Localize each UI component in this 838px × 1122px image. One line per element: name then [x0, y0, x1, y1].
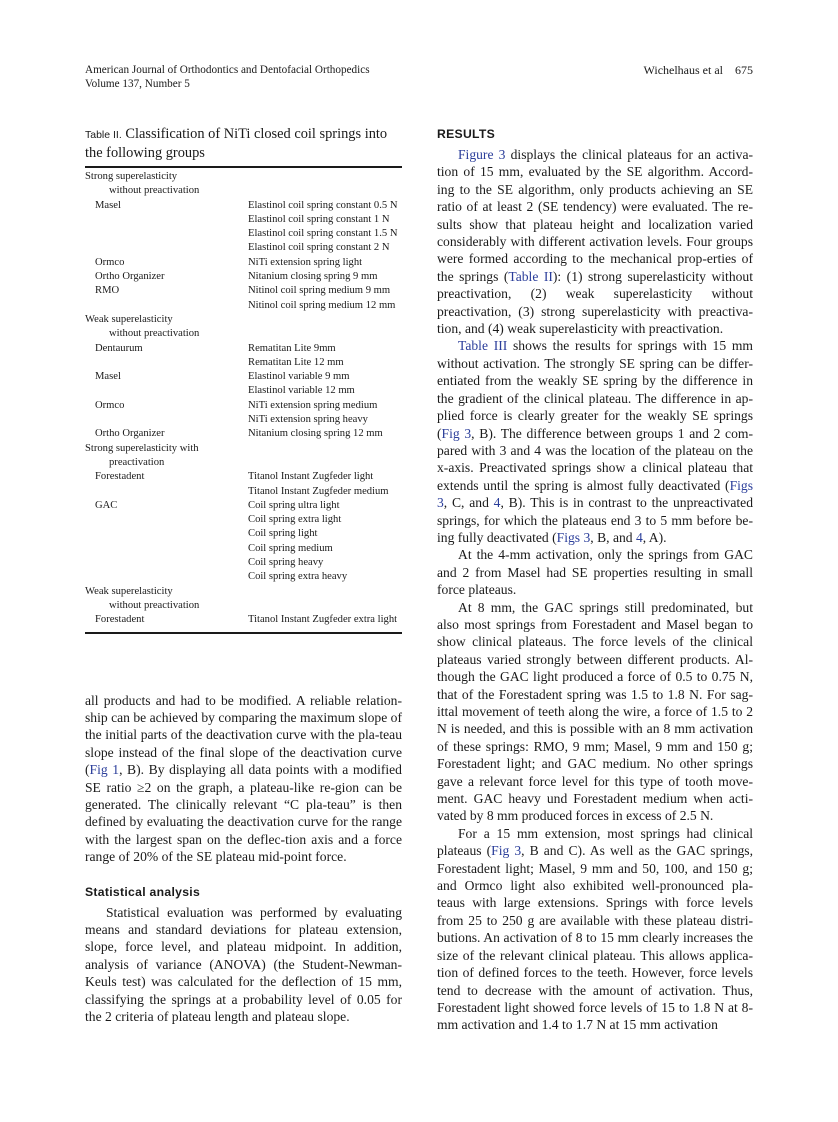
product-cell: Nitinol coil spring medium 9 mm	[248, 285, 391, 297]
table-row	[85, 227, 402, 241]
table-row	[85, 513, 402, 527]
table-row	[85, 499, 402, 513]
table-row	[85, 527, 402, 541]
results-paragraph-5	[437, 825, 753, 1034]
right-column	[437, 126, 753, 1034]
table-row	[85, 356, 402, 370]
group-label: Weak superelasticity	[85, 313, 173, 325]
table-row	[85, 485, 402, 499]
product-cell: Rematitan Lite 9mm	[248, 342, 336, 354]
product-cell: Elastinol coil spring constant 2 N	[248, 242, 390, 254]
fig1-link[interactable]: Fig 1	[89, 762, 120, 778]
product-cell: Titanol Instant Zugfeder extra light	[248, 614, 398, 626]
product-cell: Nitanium closing spring 12 mm	[248, 428, 383, 440]
table3-link[interactable]: Table III	[458, 338, 508, 354]
table-row	[85, 613, 402, 627]
table-group-row	[85, 456, 402, 470]
paragraph-text: ): (1) strong superelasticity without preactivation, (2) weak superelasticity without preactivation, (3) strong superelasticity with preactiva-tion, and (4) weak superelasticity with preactivation.	[437, 268, 753, 337]
manufacturer-cell: GAC	[95, 499, 118, 511]
manufacturer-cell	[85, 413, 248, 427]
product-cell: NiTi extension spring heavy	[248, 414, 368, 426]
product-cell: Coil spring extra heavy	[248, 571, 348, 583]
table-group-row	[85, 585, 402, 599]
manufacturer-cell: Ortho Organizer	[95, 428, 165, 440]
figure3-link[interactable]: Figure 3	[458, 147, 506, 162]
table-row	[85, 570, 402, 584]
manufacturer-cell	[85, 241, 248, 255]
table-title: Classification of NiTi closed coil springs into the following groups	[85, 126, 388, 161]
paragraph-text: , A).	[642, 529, 667, 545]
manufacturer-cell	[85, 556, 248, 570]
product-cell: Coil spring extra light	[248, 514, 342, 526]
table-row	[85, 213, 402, 227]
journal-info	[85, 63, 370, 91]
group-label: Weak superelasticity	[85, 585, 173, 597]
group-label: Strong superelasticity	[85, 171, 178, 182]
product-cell: Coil spring light	[248, 528, 318, 540]
manufacturer-cell: Dentaurum	[95, 342, 143, 354]
figs3-link-2[interactable]: Figs 3	[556, 529, 591, 545]
figs3-link[interactable]: Figs 3	[437, 477, 753, 511]
manufacturer-cell: Ortho Organizer	[95, 271, 165, 283]
manufacturer-cell	[85, 356, 248, 370]
manufacturer-cell: Forestadent	[95, 471, 145, 483]
table-caption	[85, 126, 402, 162]
fig4-link[interactable]: 4	[493, 495, 501, 511]
manufacturer-cell	[85, 227, 248, 241]
table-row	[85, 284, 402, 298]
product-cell: Elastinol variable 9 mm	[248, 371, 350, 383]
paragraph-text: , B, and	[590, 529, 636, 545]
table-top-rule	[85, 166, 402, 168]
authors: Wichelhaus et al	[643, 63, 723, 77]
table-group-row	[85, 327, 402, 341]
table-row	[85, 270, 402, 284]
manufacturer-cell	[85, 384, 248, 398]
paragraph-text: , C, and	[443, 495, 494, 511]
journal-volume: Volume 137, Number 5	[85, 78, 190, 90]
table-row	[85, 399, 402, 413]
results-paragraph-3: At the 4-mm activation, only the springs from GAC and 2 from Masel had SE properties resulting in small force plateaus.	[437, 547, 753, 598]
table-row	[85, 241, 402, 255]
table-group-row	[85, 599, 402, 613]
paragraph-text: , B). The difference between groups 1 and 2 com-pared with 3 and 4 was the location of the plateau on the x-axis. Preactivated springs show a clinical plateau that extends until the spring is almost fully deactivated (	[437, 425, 753, 493]
table-group-row	[85, 170, 402, 184]
product-cell: Rematitan Lite 12 mm	[248, 356, 344, 368]
table-row	[85, 370, 402, 384]
paragraph-text: shows the results for springs with 15 mm without activation. The strongly SE spring can be differ-entiated from the weakly SE spring by the difference in the gradient of the clinical plateau. The difference in ap-plied force is clearly greater for the weakly SE springs (	[437, 338, 753, 441]
paragraph-text: , B and C). As well as the GAC springs, Forestadent light; Masel, 9 mm and 50, 100, and 150 g; and Ormco light also exhibited well-pronounced pla-teaus with large extensions. Springs with force levels from 25 to 250 g are available with these plateau distri-butions. An activation of 8 to 15 mm clearly increases the size of the relevant clinical plateau. This allows applica-tion of defined forces to the teeth. However, force levels tend to decrease with the amount of activation. Thus, Forestadent light showed force levels of 15 to 1.8 N at 8-mm activation and 1.4 to 1.7 N at 15 mm activation	[437, 843, 753, 1033]
table-row	[85, 342, 402, 356]
results-paragraph-1	[437, 146, 753, 337]
table-label: Table II.	[85, 129, 122, 141]
table-row	[85, 470, 402, 484]
product-cell: NiTi extension spring light	[248, 256, 363, 268]
results-paragraph-2	[437, 337, 753, 546]
product-cell: Nitinol coil spring medium 12 mm	[248, 299, 396, 311]
manufacturer-cell	[85, 542, 248, 556]
paragraph-text: , B). This is in contrast to the unpreactivated springs, for which the plateaus end 3 to 5 mm before be-ing fully deactivated (	[437, 495, 753, 545]
product-cell: Titanol Instant Zugfeder medium	[248, 485, 389, 497]
product-cell: Coil spring ultra light	[248, 499, 340, 511]
manufacturer-cell: RMO	[95, 285, 120, 297]
journal-title: American Journal of Orthodontics and Dentofacial Orthopedics	[85, 64, 370, 76]
table-row	[85, 427, 402, 441]
results-heading: RESULTS	[437, 127, 496, 141]
manufacturer-cell: Masel	[95, 371, 121, 383]
table-group-row	[85, 313, 402, 327]
product-cell: Elastinol coil spring constant 1 N	[248, 213, 390, 225]
manufacturer-cell	[85, 299, 248, 313]
fig3-link-3[interactable]: Fig 3	[491, 843, 522, 859]
table-row	[85, 199, 402, 213]
table-row	[85, 299, 402, 313]
table-row	[85, 542, 402, 556]
paragraph-text: For a 15 mm extension, most springs had clinical plateaus (	[437, 825, 753, 859]
table-ii	[85, 126, 402, 634]
statistical-analysis-heading: Statistical analysis	[85, 884, 201, 899]
table-row	[85, 384, 402, 398]
manufacturer-cell	[85, 485, 248, 499]
product-cell: Elastinol variable 12 mm	[248, 385, 355, 397]
product-cell: Coil spring medium	[248, 542, 333, 554]
manufacturer-cell: Masel	[95, 199, 121, 211]
left-column	[85, 126, 402, 1025]
methods-continuation-paragraph	[85, 692, 402, 866]
paragraph-text: , B). By displaying all data points with a modified SE ratio ≥2 on the graph, a plateau-like re-gion can be generated. The clinically relevant “C pla-teau” is then defined by evaluating the deactivation curve for the range with the largest span on the deflec-tion axis and a force range of 20% of the SE plateau mid-point force.	[85, 762, 402, 865]
manufacturer-cell	[85, 213, 248, 227]
manufacturer-cell: Ormco	[95, 256, 125, 268]
subgroup-label: without preactivation	[109, 328, 200, 340]
product-cell: Titanol Instant Zugfeder light	[248, 471, 374, 483]
product-cell: Elastinol coil spring constant 0.5 N	[248, 199, 398, 211]
paragraph-text: displays the clinical plateaus for an activa-tion of 15 mm, evaluated by the SE algorithm. Accord-ing to the SE algorithm, only products achieving an SE ratio of at least 2 (SE tendency) were evaluated. The re-sults show that plateau height and localization varied considerably with different activation levels. Four groups were formed according to the mechanical prop-erties of the springs (	[437, 147, 754, 284]
fig3-link[interactable]: Fig 3	[441, 425, 472, 441]
manufacturer-cell: Ormco	[95, 399, 125, 411]
author-page	[644, 63, 753, 77]
manufacturer-cell	[85, 527, 248, 541]
table-row	[85, 256, 402, 270]
product-cell: Nitanium closing spring 9 mm	[248, 271, 378, 283]
classification-table	[85, 170, 402, 628]
table-group-row	[85, 184, 402, 198]
table2-link[interactable]: Table II	[508, 268, 553, 284]
manufacturer-cell: Forestadent	[95, 614, 145, 626]
product-cell: NiTi extension spring medium	[248, 399, 378, 411]
manufacturer-cell	[85, 513, 248, 527]
fig4-link-2[interactable]: 4	[635, 529, 643, 545]
manufacturer-cell	[85, 570, 248, 584]
page-number: 675	[735, 63, 753, 77]
paragraph-text: all products and had to be modified. A reliable relation-ship can be achieved by comparing the maximum slope of the initial parts of the deactivation curve with the pla-teau slope instead of the final slope of the deactivation curve (	[85, 692, 402, 778]
table-row	[85, 556, 402, 570]
product-cell: Coil spring heavy	[248, 557, 324, 569]
subgroup-label: without preactivation	[109, 599, 200, 611]
subgroup-label: preactivation	[109, 456, 165, 468]
table-group-row	[85, 442, 402, 456]
statistical-analysis-paragraph: Statistical evaluation was performed by evaluating means and standard deviations for plateau extension, slope, force level, and plateau midpoint. In addition, analysis of variance (ANOVA) (the Student-Newman-Keuls test) was calculated for the deflection of 15 mm, classifying the springs at a probability level of 0.05 for the 2 criteria of plateau length and plateau slope.	[85, 904, 402, 1024]
product-cell: Elastinol coil spring constant 1.5 N	[248, 228, 398, 240]
table-row	[85, 413, 402, 427]
subgroup-label: without preactivation	[109, 185, 200, 197]
group-label: Strong superelasticity with	[85, 442, 199, 454]
results-paragraph-4: At 8 mm, the GAC springs still predominated, but also most springs from Forestadent and Masel began to show clinical plateaus. The force levels of the clinical plateaus varied strongly between different products. Al-though the GAC light produced a force of 0.5 to 0.75 N, that of the Forestadent spring was 1.5 to 1.8 N. For sag-ittal movement of teeth along the wire, a force of 1.5 to 2 N is needed, and this is possible with an 8 mm activation of these springs: RMO, 9 mm; Masel, 9 mm and 150 g; Forestadent light; and GAC medium. No other springs gave a relevant force level for this type of tooth move-ment. GAC heavy und Forestadent medium when acti-vated by 8 mm produced forces in excess of 2.5 N.	[437, 599, 753, 824]
